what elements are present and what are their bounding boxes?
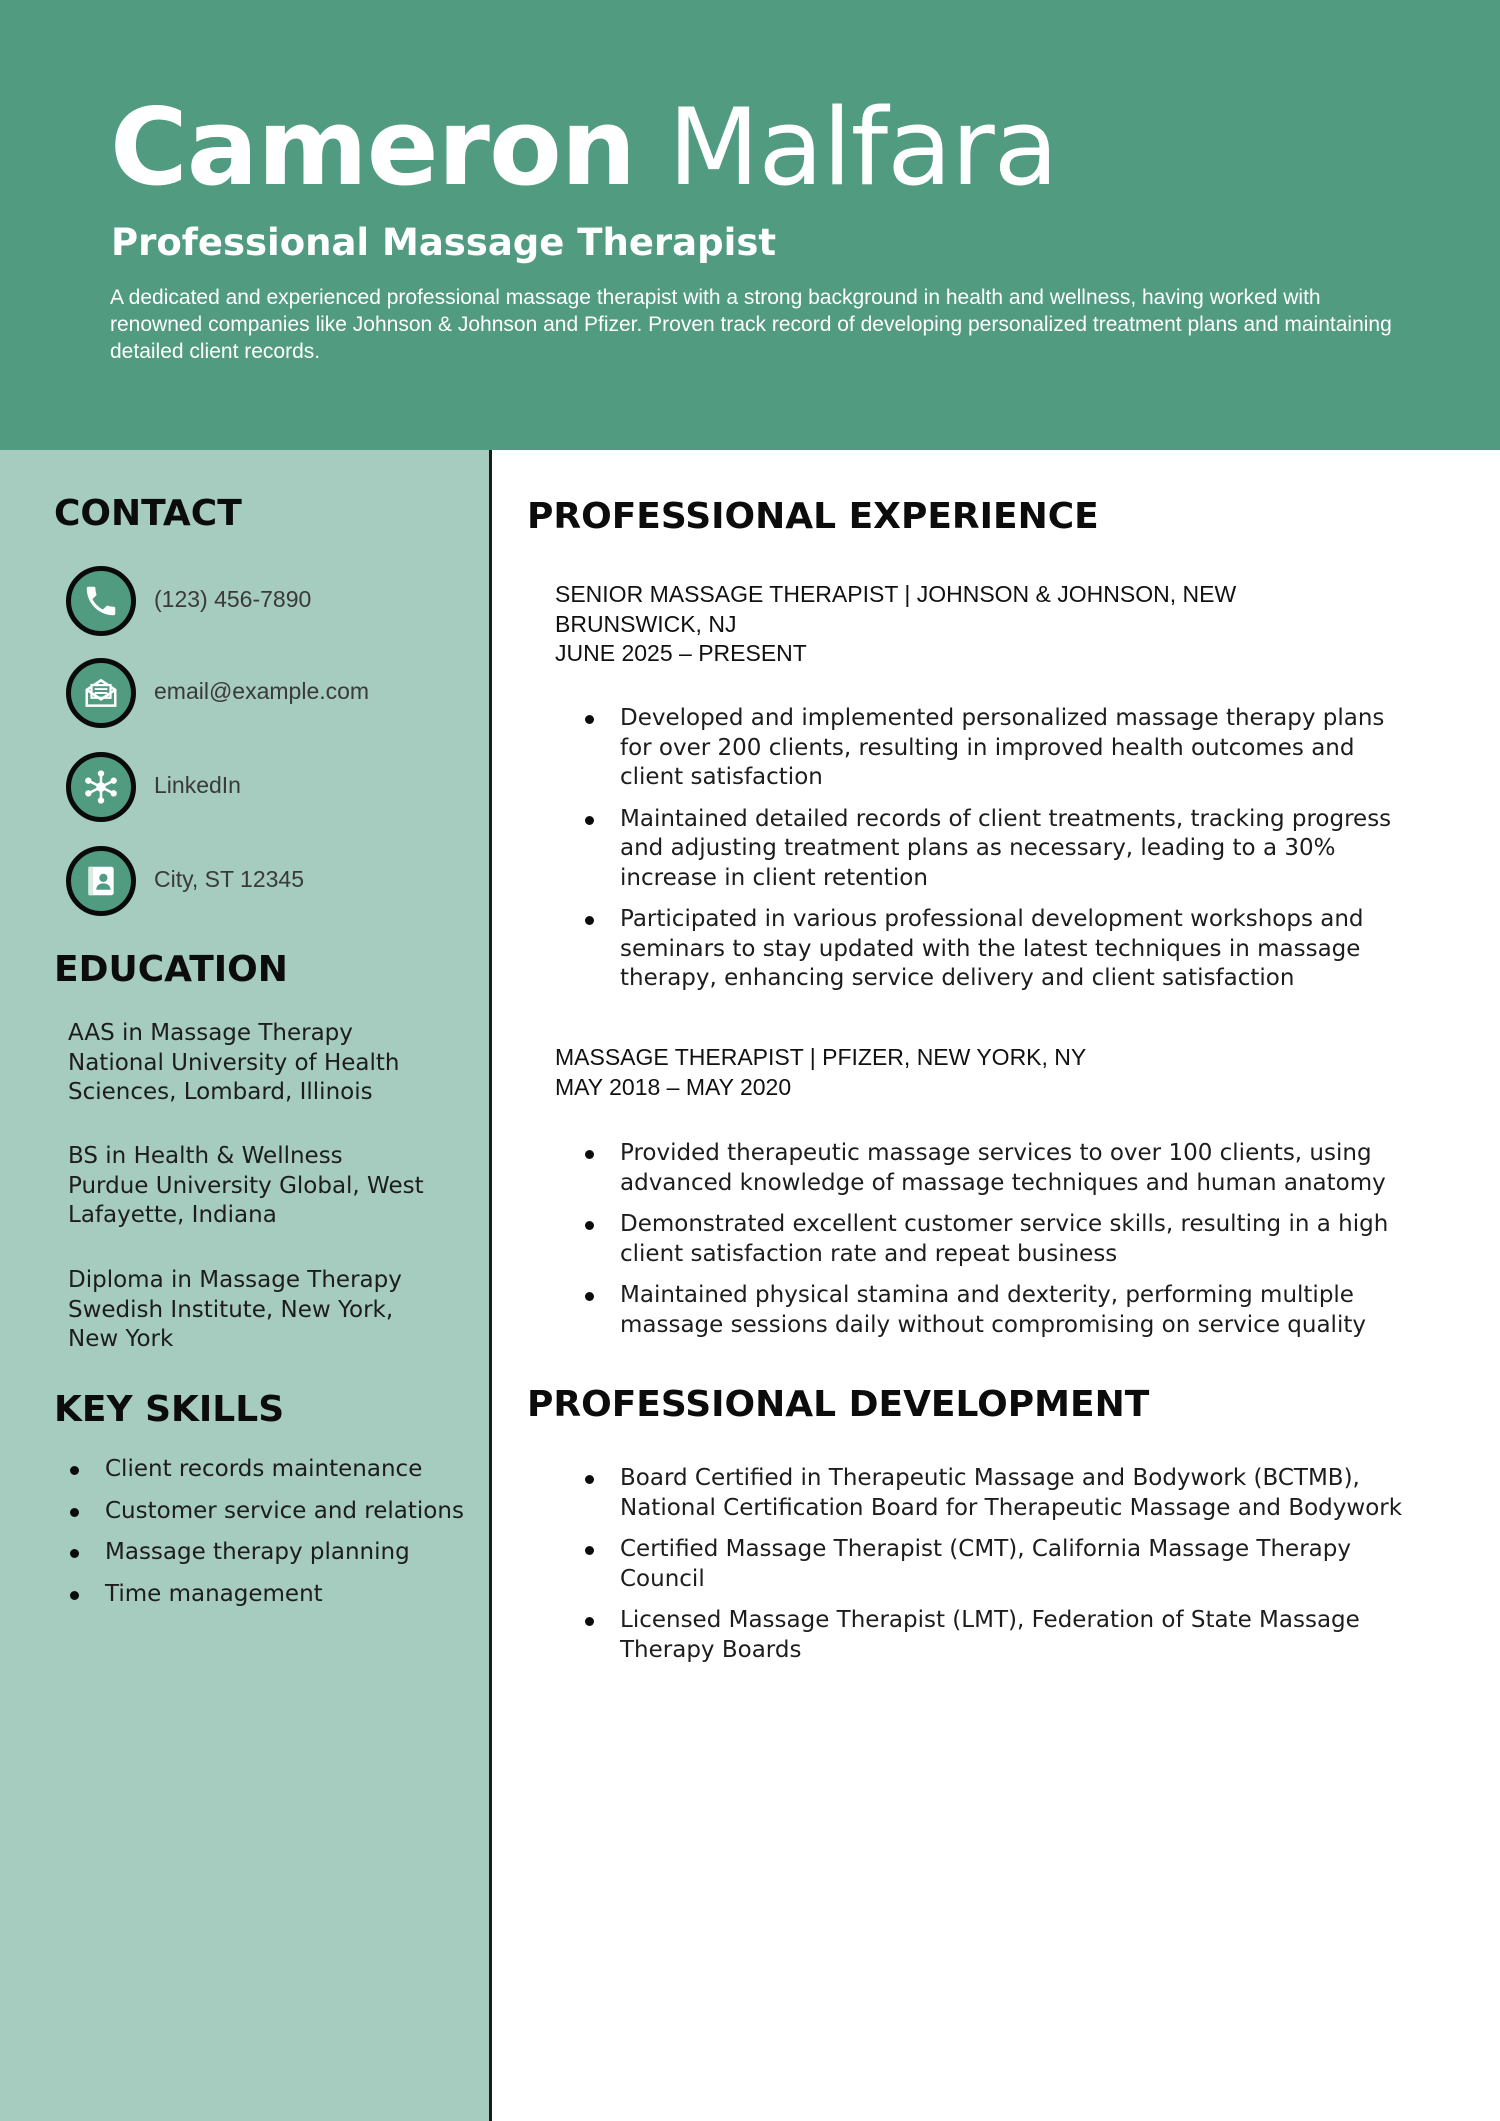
list-item: Licensed Massage Therapist (LMT), Federation of State Massage Therapy Boards xyxy=(583,1606,1403,1665)
list-item: Demonstrated excellent customer service skills, resulting in a high client satisfaction rate and repeat business xyxy=(583,1210,1403,1269)
contact-address xyxy=(66,846,466,916)
education-item xyxy=(68,1019,448,1108)
list-item: Maintained physical stamina and dexterity, performing multiple massage sessions daily without compromising on service quality xyxy=(583,1281,1403,1340)
education-item xyxy=(68,1142,448,1231)
contact-email xyxy=(66,658,466,728)
list-item: Maintained detailed records of client treatments, tracking progress and adjusting treatment plans as necessary, leading to a 30% increase in client retention xyxy=(583,805,1403,894)
email-text: email@example.com xyxy=(154,678,370,704)
professional-summary: A dedicated and experienced professional massage therapist with a strong background in health and wellness, having worked with renowned companies like Johnson & Johnson and Pfizer. Proven track record of developing personalized treatment plans and maintaining detailed client records. xyxy=(110,286,1392,363)
email-icon xyxy=(66,658,136,728)
job-dates: JUNE 2025 – PRESENT xyxy=(555,640,807,666)
development-heading: PROFESSIONAL DEVELOPMENT xyxy=(527,1384,1150,1425)
job-header xyxy=(555,580,1355,669)
candidate-name xyxy=(110,88,1058,208)
job-header xyxy=(555,1043,1355,1102)
address-text: City, ST 12345 xyxy=(154,866,305,892)
degree: AAS in Massage Therapy xyxy=(68,1020,353,1046)
list-item: Massage therapy planning xyxy=(68,1538,468,1568)
degree: BS in Health & Wellness xyxy=(68,1143,343,1169)
skills-list xyxy=(68,1455,468,1621)
list-item: Board Certified in Therapeutic Massage and Bodywork (BCTMB), National Certification Board for Therapeutic Massage and Bodywork xyxy=(583,1464,1403,1523)
list-item: Client records maintenance xyxy=(68,1455,468,1485)
phone-text: (123) 456-7890 xyxy=(154,586,312,612)
list-item: Time management xyxy=(68,1580,468,1610)
job-title-line: MASSAGE THERAPIST | PFIZER, NEW YORK, NY xyxy=(555,1044,1087,1070)
job-dates: MAY 2018 – MAY 2020 xyxy=(555,1073,792,1100)
job-title: Professional Massage Therapist xyxy=(111,221,777,264)
development-list xyxy=(583,1464,1403,1677)
school: National University of Health Sciences, Lombard, Illinois xyxy=(68,1049,400,1105)
list-item: Participated in various professional development workshops and seminars to stay updated with the latest techniques in massage therapy, enhancing service delivery and client satisfaction xyxy=(583,905,1403,994)
contact-linkedin xyxy=(66,752,466,822)
skills-heading: KEY SKILLS xyxy=(54,1389,285,1430)
list-item: Developed and implemented personalized massage therapy plans for over 200 clients, resulting in improved health outcomes and client satisfaction xyxy=(583,704,1403,793)
first-name: Cameron xyxy=(110,86,636,209)
school: Purdue University Global, West Lafayette, Indiana xyxy=(68,1172,424,1228)
contact-heading: CONTACT xyxy=(54,493,242,534)
list-item: Certified Massage Therapist (CMT), California Massage Therapy Council xyxy=(583,1535,1403,1594)
education-heading: EDUCATION xyxy=(54,949,288,990)
responsibilities-list xyxy=(583,1139,1403,1352)
resume-header xyxy=(0,0,1500,450)
school: Swedish Institute, New York, New York xyxy=(68,1296,394,1352)
phone-icon xyxy=(66,566,136,636)
contact-phone xyxy=(66,566,466,636)
experience-heading: PROFESSIONAL EXPERIENCE xyxy=(527,496,1099,537)
linkedin-text: LinkedIn xyxy=(154,772,241,798)
job-title-line: SENIOR MASSAGE THERAPIST | JOHNSON & JOHNSON, NEW BRUNSWICK, NJ xyxy=(555,581,1237,637)
responsibilities-list xyxy=(583,704,1403,1006)
list-item: Provided therapeutic massage services to over 100 clients, using advanced knowledge of massage techniques and human anatomy xyxy=(583,1139,1403,1198)
address-book-icon xyxy=(66,846,136,916)
education-item xyxy=(68,1266,448,1355)
last-name: Malfara xyxy=(667,86,1058,209)
column-divider xyxy=(489,450,492,2121)
degree: Diploma in Massage Therapy xyxy=(68,1267,402,1293)
network-icon xyxy=(66,752,136,822)
list-item: Customer service and relations xyxy=(68,1497,468,1527)
